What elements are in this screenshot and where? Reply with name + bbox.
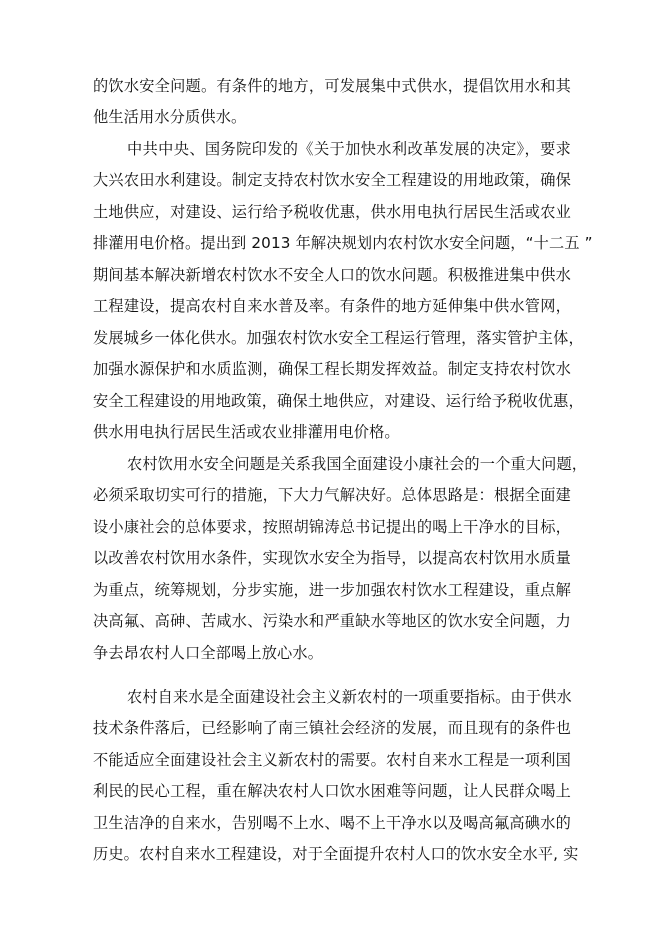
paragraph-start-line: 中共中央、国务院印发的《关于加快水利改革发展的决定》，要求	[127, 140, 571, 158]
text-line: 以改善农村饮用水条件，实现饮水安全为指导，以提高农村饮用水质量	[93, 549, 571, 567]
text-line: 必须采取切实可行的措施，下大力气解决好。总体思路是：根据全面建	[93, 486, 571, 504]
text-line: 设小康社会的总体要求，按照胡锦涛总书记提出的喝上干净水的目标，	[93, 518, 571, 536]
text-line: 安全工程建设的用地政策，确保土地供应，对建设、运行给予税收优惠，	[93, 392, 584, 410]
paragraph-start-line: 农村自来水是全面建设社会主义新农村的一项重要指标。由于供水	[127, 688, 572, 706]
text-line: 决高氟、高砷、苦咸水、污染水和严重缺水等地区的饮水安全问题，力	[93, 612, 571, 630]
text-line: 为重点，统筹规划，分步实施，进一步加强农村饮水工程建设，重点解	[93, 581, 571, 599]
text-line: 供水用电执行居民生活或农业排灌用电价格。	[93, 423, 400, 441]
text-line: 排灌用电价格。提出到 2013 年解决规划内农村饮水安全问题，“十二五 ”	[93, 234, 593, 252]
text-line: 卫生洁净的自来水，告别喝不上水、喝不上干净水以及喝高氟高碘水的	[93, 814, 571, 832]
text-line: 不能适应全面建设社会主义新农村的需要。农村自来水工程是一项利国	[93, 751, 571, 769]
text-line: 发展城乡一体化供水。加强农村饮水安全工程运行管理，落实管护主体，	[93, 329, 584, 347]
text-line: 大兴农田水利建设。制定支持农村饮水安全工程建设的用地政策，确保	[93, 171, 571, 189]
text-line: 加强水源保护和水质监测，确保工程长期发挥效益。制定支持农村饮水	[93, 360, 571, 378]
text-line: 他生活用水分质供水。	[93, 108, 247, 126]
text-line: 期间基本解决新增农村饮水不安全人口的饮水问题。积极推进集中供水	[93, 266, 571, 284]
text-line: 技术条件落后，已经影响了南三镇社会经济的发展，而且现有的条件也	[93, 719, 571, 737]
text-line: 历史。农村自来水工程建设，对于全面提升农村人口的饮水安全水平, 实	[93, 845, 579, 863]
text-line: 利民的民心工程，重在解决农村人口饮水困难等问题，让人民群众喝上	[93, 782, 571, 800]
paragraph-start-line: 农村饮用水安全问题是关系我国全面建设小康社会的一个重大问题，	[127, 455, 588, 473]
text-line: 的饮水安全问题。有条件的地方，可发展集中式供水，提倡饮用水和其	[93, 77, 571, 95]
text-line: 工程建设，提高农村自来水普及率。有条件的地方延伸集中供水管网，	[93, 297, 571, 315]
text-line: 争去昂农村人口全部喝上放心水。	[93, 644, 324, 662]
text-line: 土地供应，对建设、运行给予税收优惠，供水用电执行居民生活或农业	[93, 203, 571, 221]
